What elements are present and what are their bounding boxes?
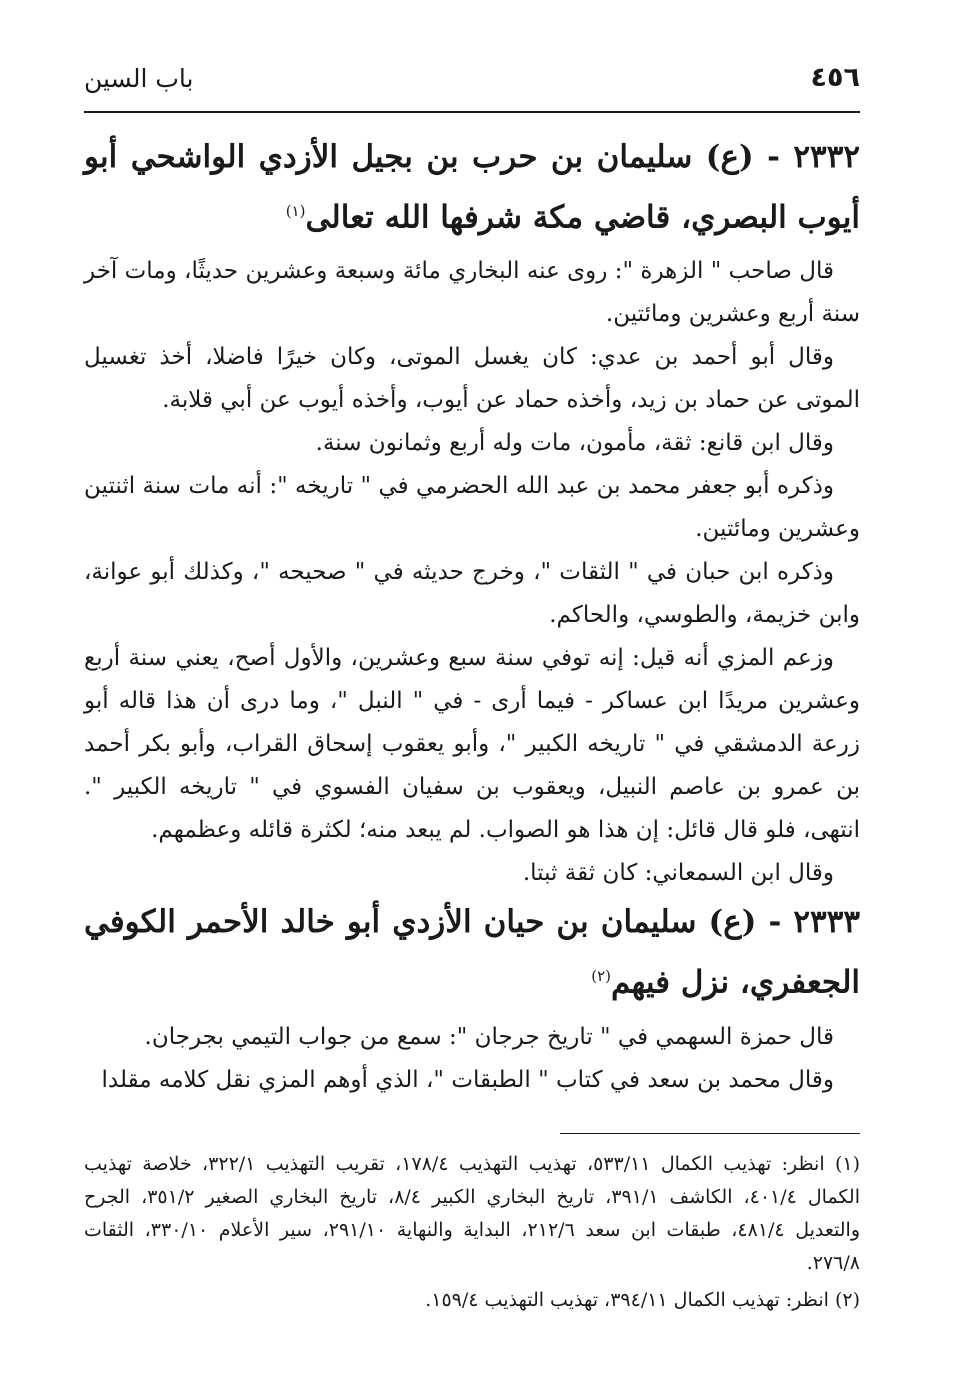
- paragraph: وقال ابن السمعاني: كان ثقة ثبتا.: [522, 860, 834, 887]
- entry-2333: [84, 895, 860, 1101]
- paragraph: وقال ابن قانع: ثقة، مأمون، مات وله أربع وثمانون سنة.: [315, 430, 834, 457]
- running-header: [84, 62, 860, 102]
- paragraph: وزعم المزي أنه قيل: إنه توفي سنة سبع وعشرين، والأول أصح، يعني سنة أربع وعشرين مريدًا ابن عساكر - فيما أرى - في " النبل "، وما درى أن هذا قاله أبو زرعة الدمشقي في " تاريخه الكبير "، وأبو يعقوب إسحاق القراب، وأبو بكر أحمد بن عمرو بن عاصم النبيل، ويعقوب بن سفيان الفسوي في " تاريخه الكبير ". انتهى، فلو قال قائل: إن هذا هو الصواب. لم يبعد منه؛ لكثرة قائله وعظمهم.: [84, 645, 860, 844]
- entry-heading: [84, 895, 860, 1009]
- footnote-divider: [560, 1133, 860, 1134]
- entry-heading: [84, 130, 860, 244]
- entry-2332: [84, 130, 860, 895]
- page-number: ٤٥٦: [810, 62, 860, 93]
- main-text: [84, 130, 860, 1102]
- footnote-2: (٢) انظر: تهذيب الكمال ٣٩٤/١١، تهذيب التهذيب ١٥٩/٤.: [425, 1289, 860, 1311]
- footnote-1: (١) انظر: تهذيب الكمال ٥٣٣/١١، تهذيب التهذيب ١٧٨/٤، تقريب التهذيب ٣٢٢/١، خلاصة تهذيب الكمال ٤٠١/٤، الكاشف ٣٩١/١، تاريخ البخاري الكبير ٨/٤، تاريخ البخاري الصغير ٣٥١/٢، الجرح والتعديل ٤٨١/٤، طبقات ابن سعد ٢١٢/٦، البداية والنهاية ٢٩١/١٠، سير الأعلام ٣٣٠/١٠، الثقات ٢٧٦/٨.: [84, 1153, 860, 1274]
- header-divider: [84, 111, 860, 113]
- footnotes: [84, 1148, 860, 1321]
- entry-heading-text: ٢٣٣٢ - (ع) سليمان بن حرب بن بجيل الأزدي الواشحي أبو أيوب البصري، قاضي مكة شرفها الله تعالى: [84, 139, 860, 236]
- entry-heading-text: ٢٣٣٣ - (ع) سليمان بن حيان الأزدي أبو خالد الأحمر الكوفي الجعفري، نزل فيهم: [84, 904, 860, 1001]
- footnote-ref: (١): [285, 202, 306, 220]
- chapter-title: باب السين: [84, 64, 194, 93]
- paragraph: وذكره أبو جعفر محمد بن عبد الله الحضرمي في " تاريخه ": أنه مات سنة اثنتين وعشرين ومائتين.: [84, 473, 860, 543]
- footnote-ref: (٢): [591, 967, 611, 986]
- paragraph: وقال أبو أحمد بن عدي: كان يغسل الموتى، وكان خيرًا فاضلا، أخذ تغسيل الموتى عن حماد بن زيد، وأخذه حماد عن أيوب، وأخذه أيوب عن أبي قلابة.: [84, 344, 860, 414]
- paragraph: وذكره ابن حبان في " الثقات "، وخرج حديثه في " صحيحه "، وكذلك أبو عوانة، وابن خزيمة، والطوسي، والحاكم.: [84, 559, 860, 629]
- paragraph: وقال محمد بن سعد في كتاب " الطبقات "، الذي أوهم المزي نقل كلامه مقلدا: [101, 1066, 834, 1093]
- paragraph: قال حمزة السهمي في " تاريخ جرجان ": سمع من جواب التيمي بجرجان.: [144, 1023, 834, 1050]
- paragraph: قال صاحب " الزهرة ": روى عنه البخاري مائة وسبعة وعشرين حديثًا، ومات آخر سنة أربع وعشرين ومائتين.: [84, 258, 860, 328]
